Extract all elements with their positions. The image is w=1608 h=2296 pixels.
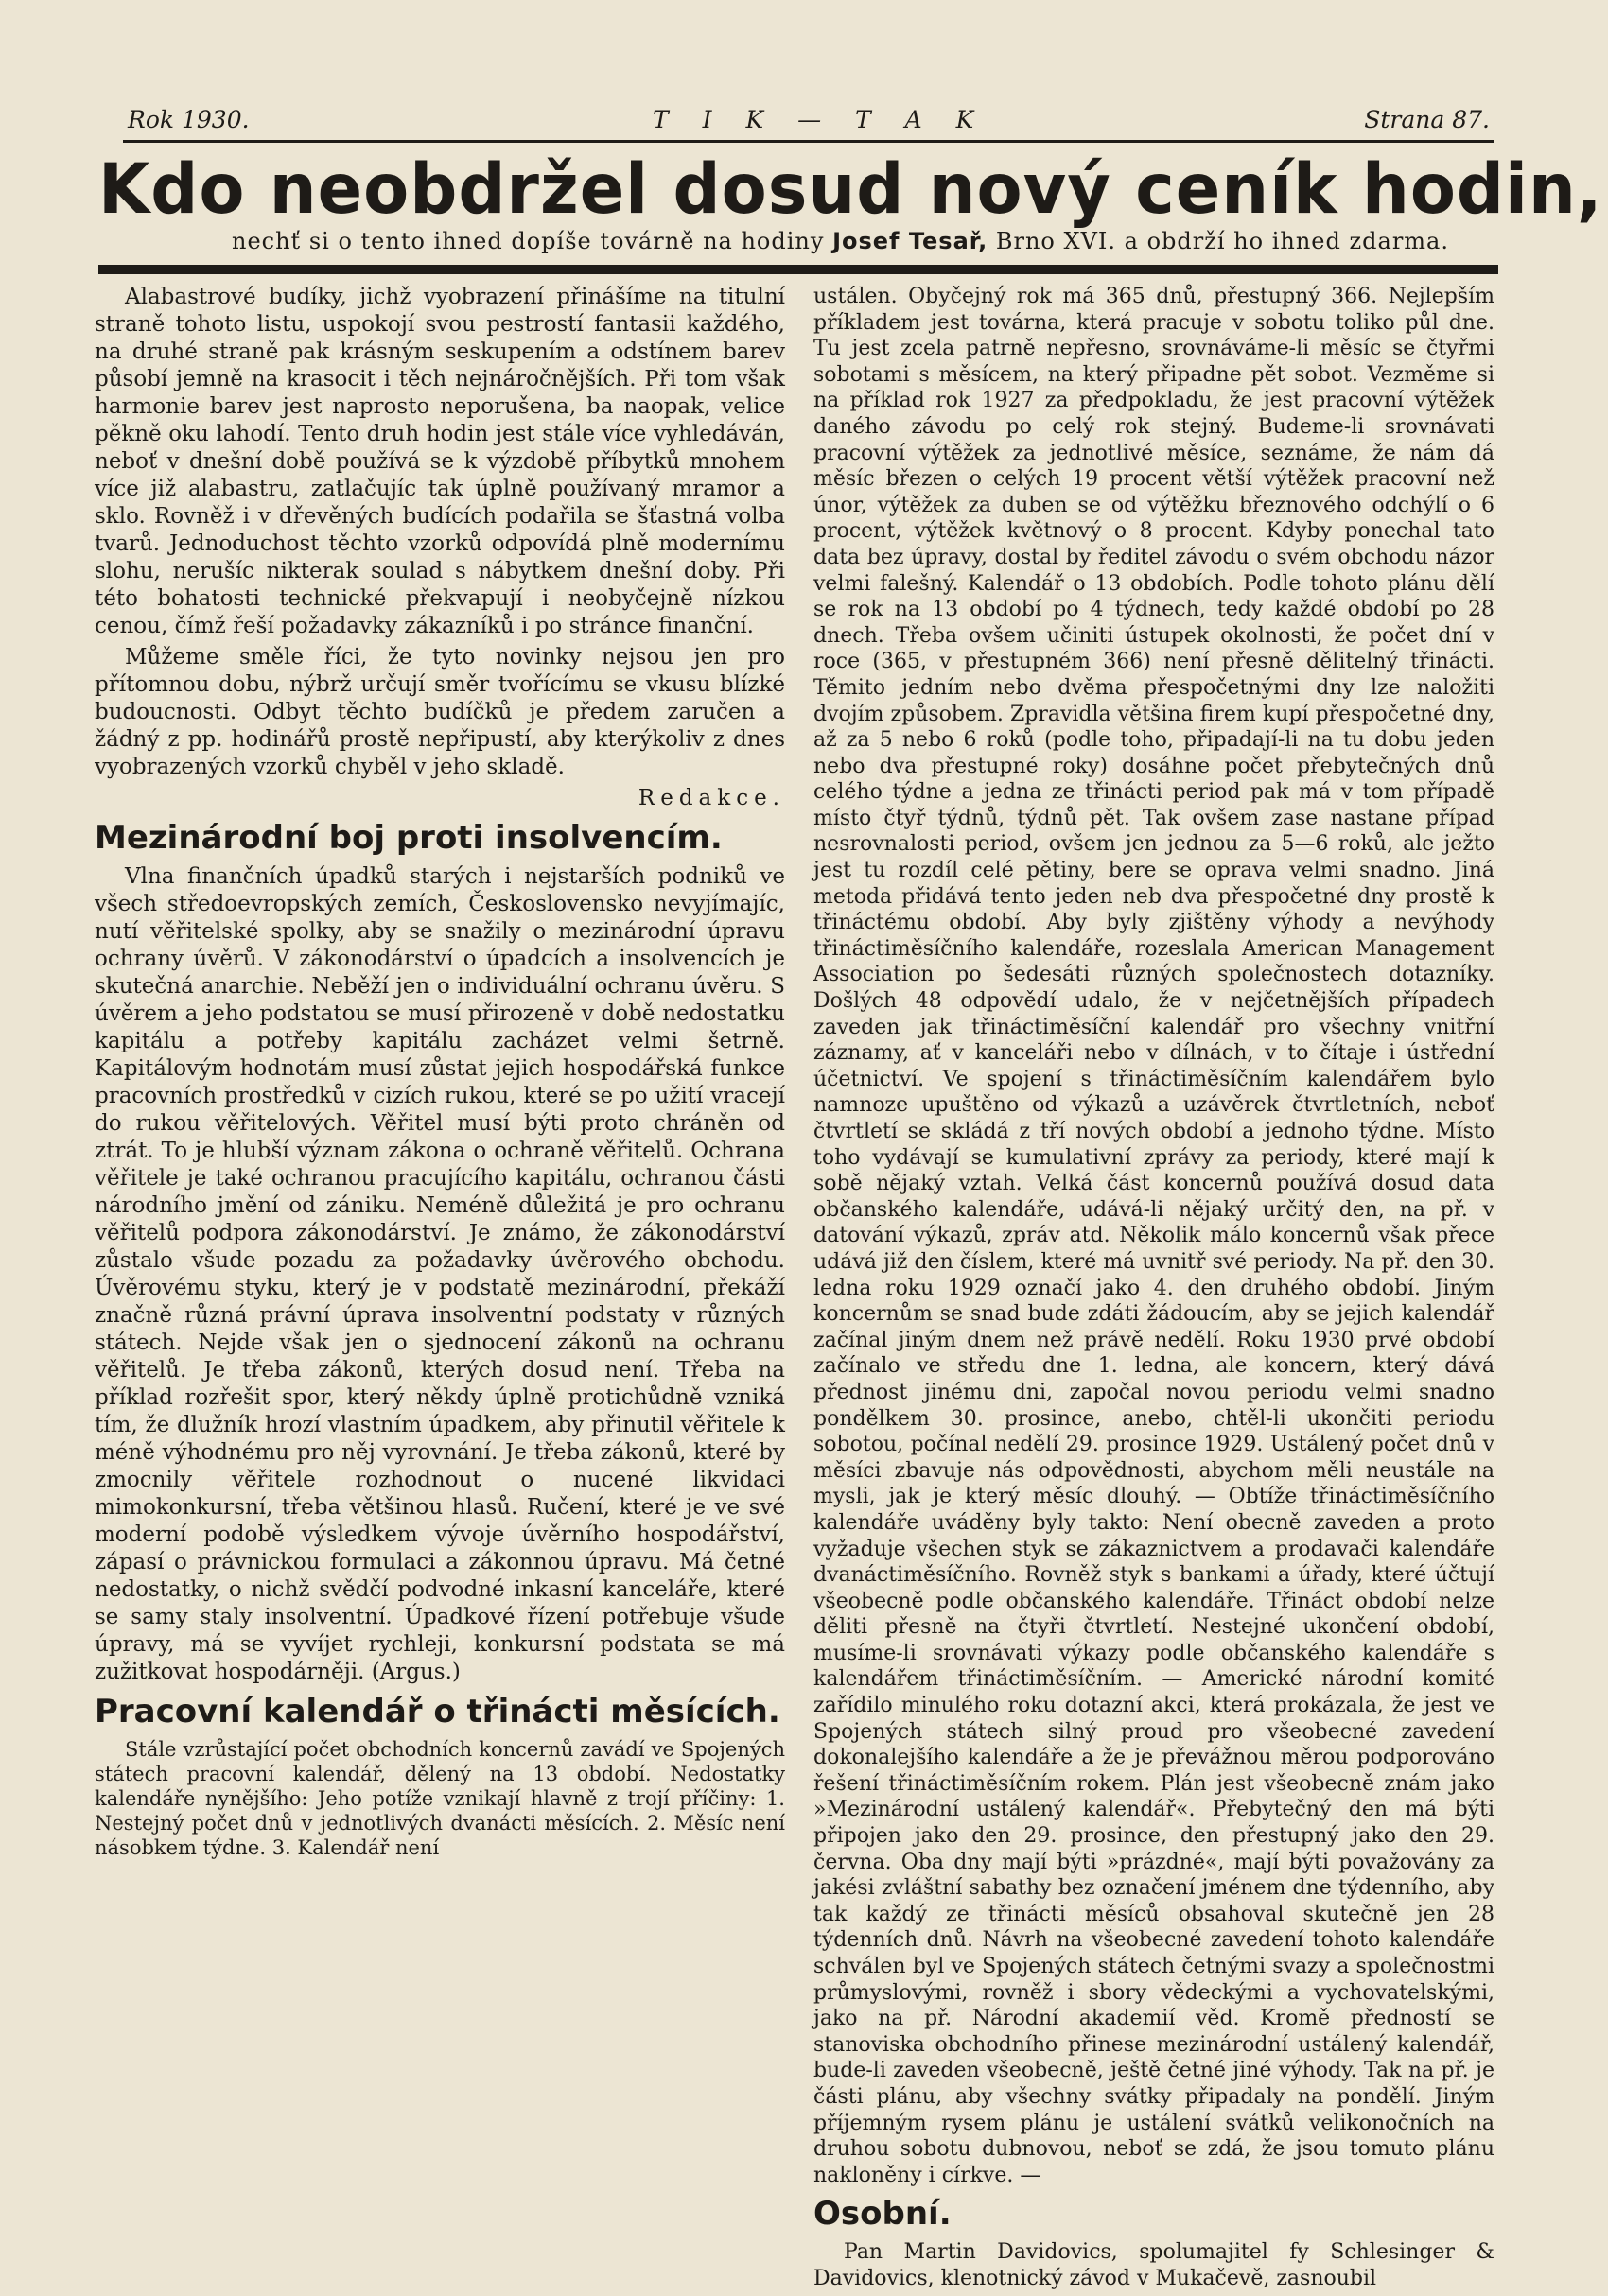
subhead-company-name: Josef Tesař, <box>832 228 988 254</box>
header-publication-title: T I K — T A K <box>653 106 988 133</box>
article-body-calendar-start: Stále vzrůstající počet obchodních koncernů zavádí ve Spojených státech pracovní kalendář, dělený na 13 období. Nedostatky kalendáře nynějšího: Jeho potíže vznikají hlavně z trojí příčiny: 1. Nestejný počet dnů v jednotlivých dvanácti měsících. 2. Měsíc není násobkem týdne. 3. Kalendář není <box>95 1738 785 1859</box>
header-page-number: Strana 87. <box>1364 106 1490 133</box>
right-column <box>813 284 1494 2296</box>
article-heading-insolvency: Mezinárodní boj proti insolvencím. <box>95 819 723 857</box>
editorial-signature: Redakce. <box>638 786 785 810</box>
left-column <box>95 284 785 1864</box>
advertisement-headline: Kdo neobdržel dosud nový ceník hodin, <box>98 148 1603 231</box>
advertisement-subhead <box>232 227 1499 255</box>
article-body-insolvency: Vlna finančních úpadků starých i nejstarších podniků ve všech středoevropských zemích, Československo nevyjímajíc, nutí věřitelské spolky, aby se snažily o mezinárodní úpravu ochrany úvěrů. V zákonodárství o úpadcích a insolvencích je skutečná anarchie. Neběží jen o individuální ochranu úvěru. S úvěrem a jeho podstatou se musí přirozeně v době nedostatku kapitálu a potřeby kapitálu zacházet velmi šetrně. Kapitálovým hodnotám musí zůstat jejich hospodářská funkce pracovních prostředků v cizích rukou, které se po užití vracejí do rukou věřitelových. Věřitel musí býti proto chráněn od ztrát. To je hlubší význam zákona o ochraně věřitelů. Ochrana věřitele je také ochranou pracujícího kapitálu, ochranou části národního jmění od zániku. Neméně důležitá je pro ochranu věřitelů podpora zákonodárství. Je známo, že zákonodárství zůstalo všude pozadu za požadavky úvěrového obchodu. Úvěrovému styku, který je v podstatě mezinárodní, překáží značně různá právní úprava insolventní podstaty v různých státech. Nejde však jen o sjednocení zákonů na ochranu věřitelů. Je třeba zákonů, kterých dosud není. Třeba na příklad rozřešit spor, který někdy úplně protichůdně vzniká tím, že dlužník hrozí vlastním úpadkem, aby přinutil věřitele k méně výhodnému pro něj vyrovnání. Je třeba zákonů, které by zmocnily věřitele rozhodnout o nucené likvidaci mimokonkursní, třeba většinou hlasů. Ručení, které je ve své moderní podobě výsledkem vývoje úvěrního hospodářství, zápasí o právnickou formulaci a zákonnou úpravu. Má četné nedostatky, o nichž svědčí podvodné inkasní kanceláře, které se samy staly insolventní. Úpadkové řízení potřebuje všude úpravy, má se vyvíjet rychleji, konkursní podstata se má zužitkovat hospodárněji. (Argus.) <box>95 864 785 1684</box>
headline-rule <box>98 265 1498 274</box>
article-body-personal: Pan Martin Davidovics, spolumajitel fy Schlesinger & Davidovics, klenotnický závod v Mukačevě, zasnoubil <box>813 2240 1494 2290</box>
editorial-paragraph-1: Alabastrové budíky, jichž vyobrazení přinášíme na titulní straně tohoto listu, uspokojí svou pestrostí fantasii každého, na druhé straně pak krásným seskupením a odstínem barev působí jemně na krasocit i těch nejnáročnějších. Při tom však harmonie barev jest naprosto neporušena, ba naopak, velice pěkně oku lahodí. Tento druh hodin jest stále více vyhledáván, neboť v dnešní době používá se k výzdobě příbytků mnohem více již alabastru, zatlačujíc tak úplně používaný mramor a sklo. Rovněž i v dřevěných budících podařila se šťastná volba tvarů. Jednoduchost těchto vzorků odpovídá plně modernímu slohu, nerušíc nikterak soulad s nábytkem dnešní doby. Při této bohatosti technické překvapují i neobyčejně nízkou cenou, čímž řeší požadavky zákazníků i po stránce finanční. <box>95 285 785 638</box>
editorial-paragraph-2: Můžeme směle říci, že tyto novinky nejsou jen pro přítomnou dobu, nýbrž určují směr tvořícímu se vkusu blízké budoucnosti. Odbyt těchto budíčků je předem zaručen a žádný z pp. hodinářů prostě nepřipustí, aby kterýkoliv z dnes vyobrazených vzorků chyběl v jeho skladě. <box>95 645 785 779</box>
header-year: Rok 1930. <box>128 106 250 133</box>
article-body-calendar-continued: ustálen. Obyčejný rok má 365 dnů, přestupný 366. Nejlepším příkladem jest továrna, která pracuje v sobotu toliko půl dne. Tu jest zcela patrně nepřesno, srovnáváme-li měsíc se čtyřmi sobotami s měsícem, na který připadne pět sobot. Vezměme si na příklad rok 1927 za předpokladu, že jest pracovní výtěžek daného závodu po celý rok stejný. Budeme-li srovnávati pracovní výtěžek za jednotlivé měsíce, seznáme, že nám dá měsíc březen o celých 19 procent větší výtěžek pracovní než únor, výtěžek za duben se od výtěžku březnového odchýlí o 6 procent, výtěžek květnový o 8 procent. Kdyby ponechal tato data bez úpravy, dostal by ředitel závodu o svém obchodu názor velmi falešný. Kalendář o 13 obdobích. Podle tohoto plánu dělí se rok na 13 období po 4 týdnech, tedy každé období po 28 dnech. Třeba ovšem učiniti ústupek okolnosti, že počet dní v roce (365, v přestupném 366) není přesně dělitelný třinácti. Těmito jedním nebo dvěma přespočetnými dny lze naložiti dvojím způsobem. Zpravidla většina firem kupí přespočetné dny, až za 5 nebo 6 roků (podle toho, připadají-li na tu dobu jeden nebo dva přestupné roky) dosáhne počet přebytečných dnů celého týdne a jedna ze třinácti period pak má v tom případě místo čtyř týdnů, týdnů pět. Tak ovšem zase nastane případ nesrovnalosti period, ovšem jen jednou za 5—6 roků, ale ježto jest tu rozdíl celé pětiny, bere se oprava velmi snadno. Jiná metoda přidává tento jeden neb dva přespočetné dny prostě k třináctému období. Aby byly zjištěny výhody a nevýhody třináctiměsíčního kalendáře, rozeslala American Management Association po šedesáti různých společnostech dotazníky. Došlých 48 odpovědí udalo, že v nejčetnějších případech zaveden jak třináctiměsíční kalendář pro všechny vnitřní záznamy, ať v kanceláři nebo v dílnách, v to čítaje i ústřední účetnictví. Ve spojení s třináctiměsíčním kalendářem bylo namnoze upuštěno od výkazů a uzávěrek čtvrtletních, neboť čtvrtletí se skládá z tří nových období a jednoho týdne. Místo toho vydávají se kumulativní zprávy za periody, které mají k sobě nějaký vztah. Velká část koncernů používá dosud data občanského kalendáře, udává-li nějaký určitý den, na př. v datování výkazů, zpráv atd. Několik málo koncernů však přece udává již den číslem, které má uvnitř své periody. Na př. den 30. ledna roku 1929 označí jako 4. den druhého období. Jiným koncernům se snad bude zdáti žádoucím, aby se jejich kalendář začínal jiným dnem než právě nedělí. Roku 1930 prvé období začínalo ve středu dne 1. ledna, ale koncern, který dává přednost jinému dni, započal novou periodu velmi snadno pondělkem 30. prosince, anebo, chtěl-li ukončiti periodu sobotou, počínal nedělí 29. prosince 1929. Ustálený počet dnů v měsíci zbavuje nás odpovědnosti, abychom měli neustále na mysli, jak je který měsíc dlouhý. — Obtíže třináctiměsíčního kalendáře uváděny byly takto: Není obecně zaveden a proto vyžaduje všechen styk se zákaznictvem a prodavači kalendáře dvanáctiměsíčního. Rovněž styk s bankami a úřady, které účtují všeobecně podle občanského kalendáře. Třináct období nelze děliti přesně na čtyři čtvrtletí. Nestejné ukončení období, musíme-li srovnávati výkazy podle občanského kalendáře s kalendářem třináctiměsíčním. — Americké národní komité zařídilo minulého roku dotazní akci, která prokázala, že jest ve Spojených státech silný proud pro všeobecné zavedení dokonalejšího kalendáře a že je převážnou měrou podporováno řešení třináctiměsíčním rokem. Plán jest všeobecně znám jako »Mezinárodní ustálený kalendář«. Přebytečný den má býti připojen jako den 29. prosince, den přestupný jako den 29. června. Oba dny mají býti »prázdné«, mají býti považovány za jakési zvláštní sabathy bez označení jménem dne týdenního, aby tak každý ze třinácti měsíců obsahoval skutečně jen 28 týdenních dnů. Návrh na všeobecné zavedení tohoto kalendáře schválen byl ve Spojených státech četnými svazy a společnostmi průmyslovými, rovněž i sbory vědeckými a vychovatelskými, jako na př. Národní akademií věd. Kromě předností se stanoviska obchodního přinese mezinárodní ustálený kalendář, bude-li zaveden všeobecně, ještě četné jiné výhody. Tak na př. je části plánu, aby všechny svátky připadaly na pondělí. Jiným příjemným rysem plánu je ustálení svátků velikonočních na druhou sobotu dubnovou, neboť se zdá, že jsou tomuto plánu nakloněny i církve. — <box>813 285 1494 2187</box>
running-header <box>123 102 1494 143</box>
subhead-text-pre: nechť si o tento ihned dopíše továrně na hodiny <box>232 228 833 254</box>
subhead-text-post: Brno XVI. a obdrží ho ihned zdarma. <box>988 228 1449 254</box>
article-heading-personal: Osobní. <box>813 2195 952 2234</box>
article-heading-calendar: Pracovní kalendář o třinácti měsících. <box>95 1693 780 1731</box>
